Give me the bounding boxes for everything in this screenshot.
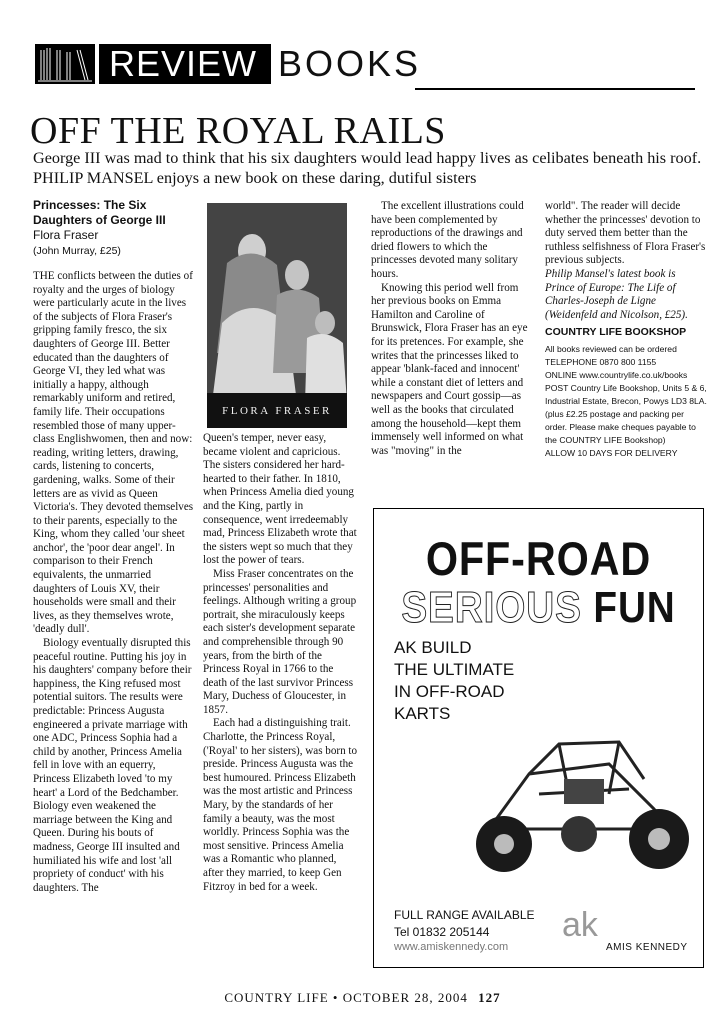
bookshop-line: ALLOW 10 DAYS FOR DELIVERY [545, 447, 678, 458]
article-column-4 [545, 200, 707, 460]
bookshop-line: ONLINE www.countrylife.co.uk/books [545, 369, 688, 380]
bookshop-line: order. Please make cheques payable to [545, 421, 696, 432]
ad-subheadline [394, 583, 684, 633]
paragraph: Each had a distinguishing trait. Charlotte, the Princess Royal, ('Royal' to her sisters), was born to preside. Princess Augusta was the best humoured. Princess Elizabeth was the most artistic and Princess Mary, by the standards of her family a beauty, was the most worldly. Princess Sophia was the most sensitive. Princess Amelia was a Romantic who planned, after they married, to keep Gen Fitzroy in bed for a week. [203, 717, 358, 893]
ad-brand: AMIS KENNEDY [606, 942, 688, 953]
header-rule [415, 88, 695, 90]
paragraph: Queen's temper, never easy, became violent and capricious. The sisters considered her hard-hearted to their father. In 1810, when Princess Amelia died young and the King, partly in consequence, went irredeemably mad, Princess Elizabeth wrote that the sisters wept so much that they lost the power of tears. [203, 432, 357, 567]
ad-body-line: THE ULTIMATE [394, 660, 515, 679]
page-footer [0, 990, 725, 1006]
author-note: Philip Mansel's latest book is Prince of Europe: The Life of Charles-Joseph de Ligne (Weidenfeld and Nicolson, £25). [545, 267, 688, 321]
bookshop-line: POST Country Life Bookshop, Units 5 & 6, [545, 382, 707, 393]
book-title: Princesses: The Six Daughters of George III [33, 198, 166, 227]
article-column-3 [371, 200, 531, 458]
article-column-2 [203, 432, 358, 894]
bookshop-title: COUNTRY LIFE BOOKSHOP [545, 326, 687, 339]
paragraph: THE conflicts between the duties of royalty and the urges of biology were particularly acute in the lives of the subjects of Flora Fraser's gripping family fresco, the six daughters of George III. Better educated than the daughters of George VI, they led what was initially a happy, although remarkably uniform and retired, family life. Their occupations resembled those of many upper-class Englishwomen, then and now: reading, writing letters, drawing, cards, listening to concerts, gardening, walks. Some of their letters are as vivid as Queen Victoria's. They devoted themselves to their parents, especially to the King, whom they called 'our sheet anchor', the 'poor dear angel'. In comparison to their French equivalents, the unmarried daughters of Louis XV, their households were small and their lives, as they themselves wrote, 'deadly dull'. [33, 270, 194, 636]
bookshop-line: TELEPHONE 0870 800 1155 [545, 356, 657, 367]
ad-body-line: KARTS [394, 704, 451, 723]
footer-separator: • [332, 990, 343, 1005]
book-publisher: (John Murray, £25) [33, 245, 121, 257]
book-cover-author: FLORA FRASER [222, 405, 332, 417]
ad-outline-word: SERIOUS [401, 583, 582, 632]
paragraph: Miss Fraser concentrates on the princesses' personalities and feelings. Although writing a group portrait, she miraculously keeps each sister's development separate and comprehensible through 90 years, from the birth of the Princess Royal in 1766 to the death of the last survivor Princess Mary, Duchess of Gloucester, in 1857. [203, 567, 357, 716]
book-author: Flora Fraser [33, 228, 99, 242]
kart-image [469, 734, 694, 884]
page-number: 127 [478, 990, 501, 1005]
ad-phone: Tel 01832 205144 [394, 925, 490, 939]
paragraph: Biology eventually disrupted this peaceful routine. Putting his joy in his daughters' company before their happiness, the King refused most potential suitors. The results were predictable: Princess Augusta engineered a private marriage with one ADC, Princess Sophia had a child by another, Princess Amelia fell in love with an equerry, Princess Elizabeth loved 'to my heart' a Lord of the Bedchamber. Biology even weakened the marriage between the King and Queen. During his bouts of madness, George III insulted and humiliated his wife and lost 'all propriety of conduct' with his daughters. The [33, 637, 192, 894]
paragraph: world". The reader will decide whether the princesses' devotion to duty served them better than the ruthless selfishness of Flora Fraser's previous subjects. [545, 200, 706, 267]
bookshop-line: Industrial Estate, Brecon, Powys LD3 8LA. [545, 395, 707, 406]
books-icon [35, 44, 95, 84]
article-column-1 [33, 270, 195, 895]
ad-range: FULL RANGE AVAILABLE [394, 908, 535, 922]
issue-date: OCTOBER 28, 2004 [342, 990, 468, 1005]
ad-headline: OFF-ROAD [425, 532, 652, 585]
ad-solid-word: FUN [593, 583, 676, 632]
book-cover-image [207, 203, 347, 428]
bookshop-line: (plus £2.25 postage and packing per [545, 408, 685, 419]
section-label: REVIEW [99, 44, 271, 84]
paragraph: Knowing this period well from her previous books on Emma Hamilton and Caroline of Brunswick, Flora Fraser has an eye for its pretences. For example, she writes that the princesses liked to appear 'blank-faced and innocent' while a constant diet of letters and newspapers and Court gossip—as well as the books that circulated among the household—kept them immensely well informed on what was "moving" in the [371, 281, 528, 457]
category-label: BOOKS [278, 43, 422, 84]
ad-logo: ak [562, 906, 598, 944]
headline: OFF THE ROYAL RAILS [30, 110, 446, 152]
standfirst: George III was mad to think that his six daughters would lead happy lives as celibates beneath his roof. PHILIP MANSEL enjoys a new book on these daring, dutiful sisters [33, 149, 702, 187]
bookshop-line: All books reviewed can be ordered [545, 343, 677, 354]
bookshop-line: the COUNTRY LIFE Bookshop) [545, 434, 666, 445]
ad-website: www.amiskennedy.com [394, 941, 509, 953]
ad-body-line: AK BUILD [394, 638, 472, 657]
advertisement [373, 508, 704, 968]
paragraph: The excellent illustrations could have been complemented by reproductions of the drawings and dried flowers to which the princesses devoted many solitary hours. [371, 200, 524, 280]
magazine-name: COUNTRY LIFE [224, 990, 329, 1005]
ad-body-line: IN OFF-ROAD [394, 682, 505, 701]
